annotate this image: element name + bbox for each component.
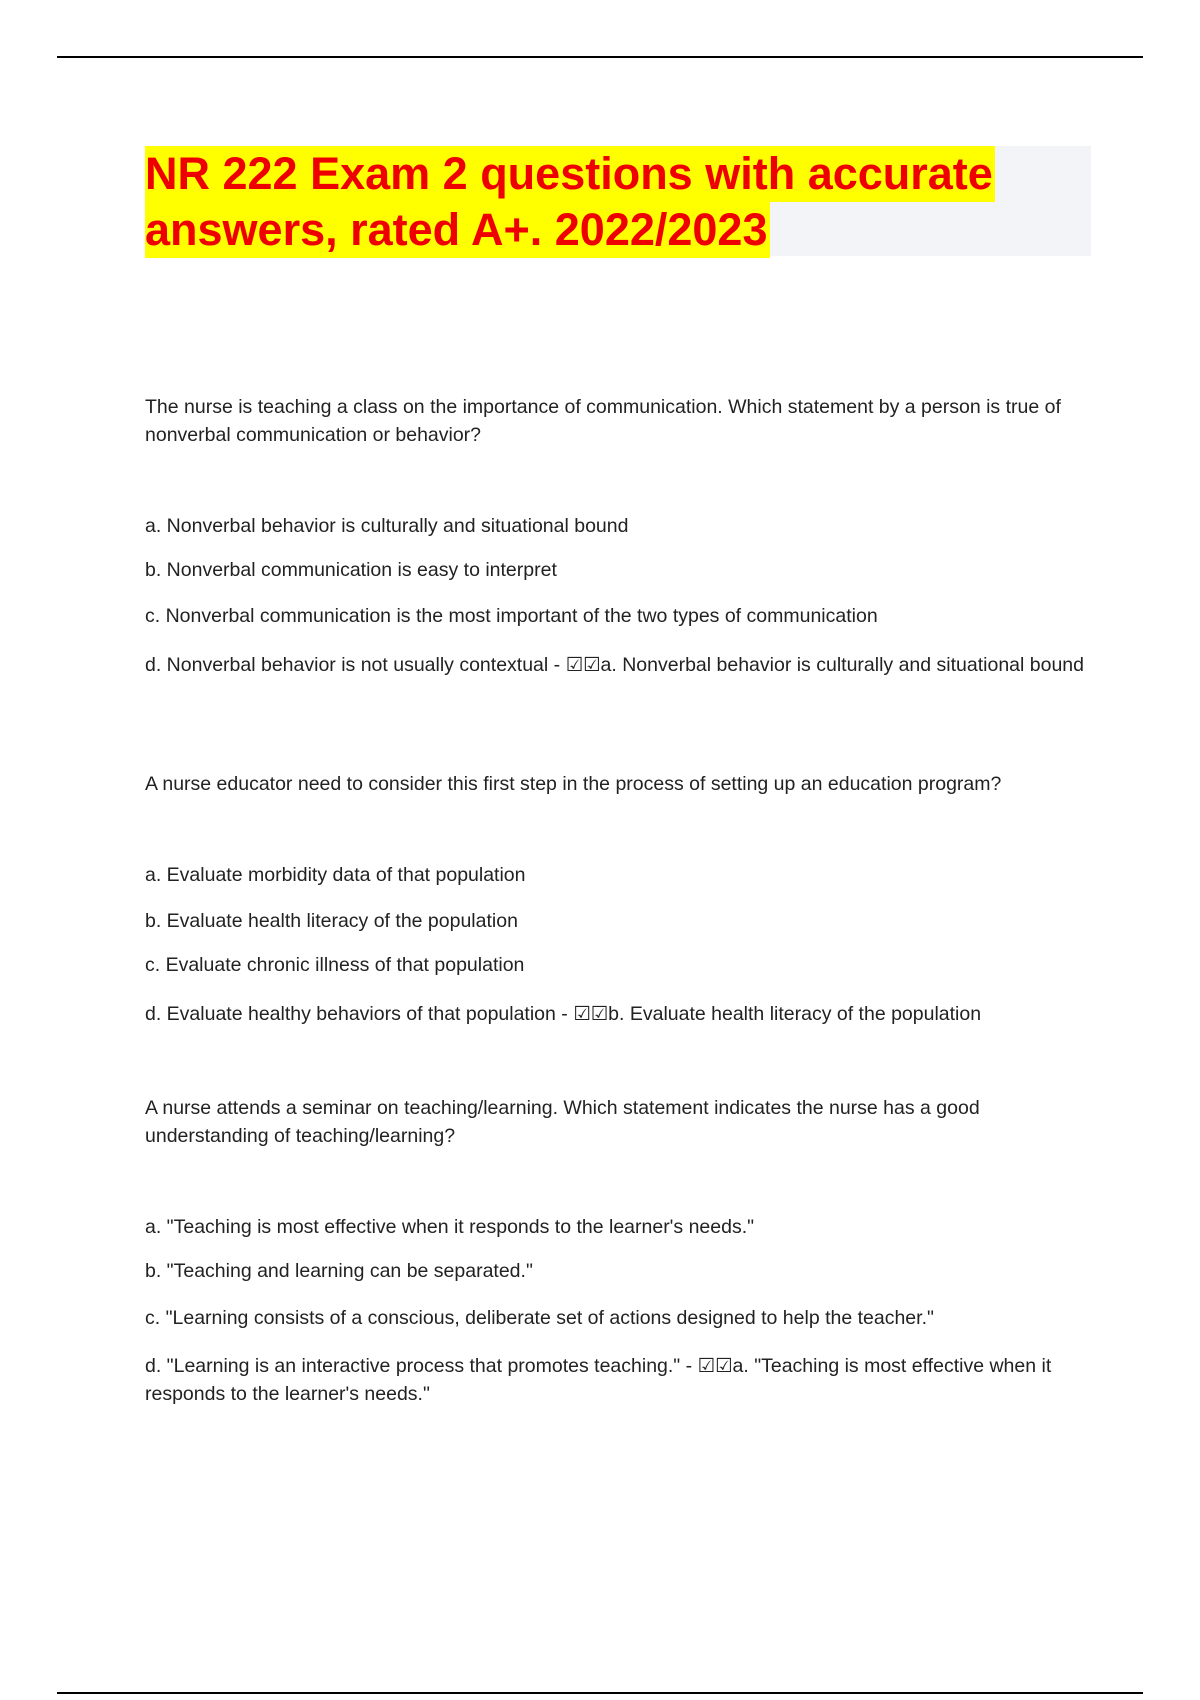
question-2-option-d-answer: d. Evaluate healthy behaviors of that population - ☑☑b. Evaluate health literacy of the population: [145, 1003, 982, 1025]
question-2-option-a: a. Evaluate morbidity data of that population: [145, 864, 526, 886]
question-2-option-b: b. Evaluate health literacy of the population: [145, 910, 518, 932]
question-3-option-a: a. "Teaching is most effective when it responds to the learner's needs.": [145, 1216, 755, 1238]
document-title-line-1: NR 222 Exam 2 questions with accurate: [145, 146, 995, 202]
question-2-option-c: c. Evaluate chronic illness of that population: [145, 954, 525, 976]
question-3-option-b: b. "Teaching and learning can be separated.": [145, 1260, 533, 1282]
question-1-stem: The nurse is teaching a class on the importance of communication. Which statement by a person is true of nonverbal communication or behavior?: [145, 396, 1061, 446]
bottom-divider: [57, 1692, 1143, 1694]
top-divider: [57, 56, 1143, 58]
question-1-option-d-answer: d. Nonverbal behavior is not usually contextual - ☑☑a. Nonverbal behavior is culturally and situational bound: [145, 654, 1084, 676]
question-3-option-c: c. "Learning consists of a conscious, deliberate set of actions designed to help the teacher.": [145, 1307, 934, 1329]
question-1-option-a: a. Nonverbal behavior is culturally and situational bound: [145, 515, 629, 537]
question-2-stem: A nurse educator need to consider this first step in the process of setting up an education program?: [145, 773, 1002, 795]
question-3-stem: A nurse attends a seminar on teaching/learning. Which statement indicates the nurse has a good understanding of teaching/learning?: [145, 1097, 980, 1147]
document-title-line-2: answers, rated A+. 2022/2023: [145, 202, 770, 258]
question-1-option-c: c. Nonverbal communication is the most important of the two types of communication: [145, 605, 878, 627]
question-1-option-b: b. Nonverbal communication is easy to interpret: [145, 559, 557, 581]
question-3-option-d-answer: d. "Learning is an interactive process that promotes teaching." - ☑☑a. "Teaching is most effective when it responds to the learner's needs.": [145, 1355, 1052, 1405]
